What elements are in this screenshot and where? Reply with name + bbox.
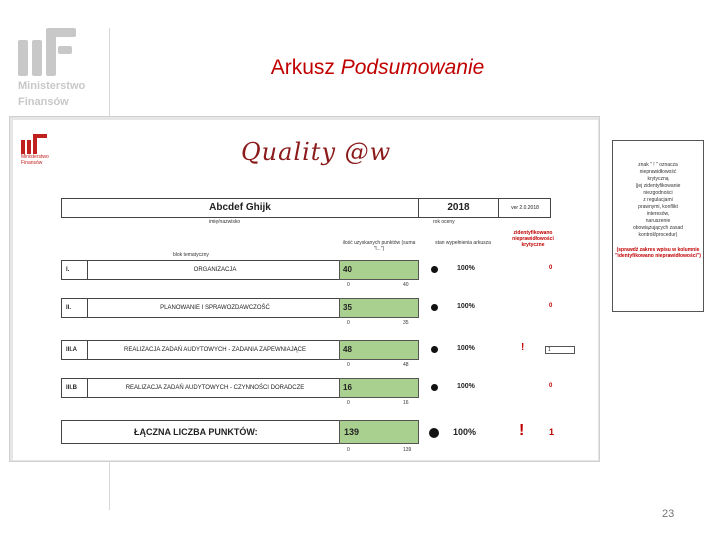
page-number: 23 — [662, 508, 675, 520]
status-dot-icon — [431, 346, 438, 353]
header-box — [61, 198, 551, 218]
table-row — [61, 260, 343, 280]
row-pct: 100% — [457, 265, 475, 272]
status-dot-icon — [431, 384, 438, 391]
row-name: REALIZACJA ZADAŃ AUDYTOWYCH - CZYNNOŚCI DORADCZE — [125, 385, 305, 391]
col-critical-header: zidentyfikowano nieprawidłowości krytyczne — [512, 230, 554, 248]
sheet-logo-line1: Ministerstwo — [21, 154, 49, 160]
legend-line: interesów, — [646, 211, 670, 217]
row-max: 16 — [403, 400, 409, 406]
table-row — [61, 378, 343, 398]
sheet-logo — [21, 134, 51, 166]
status-dot-icon — [431, 304, 438, 311]
col-block-header: blok tematyczny — [173, 252, 209, 258]
legend-line: obowiązujących zasad — [632, 225, 684, 231]
assessment-year[interactable]: 2018 — [419, 199, 499, 217]
legend-line: niezgodności — [643, 190, 673, 196]
auditor-name[interactable]: Abcdef Ghijk — [62, 199, 419, 217]
row-id: III.A — [62, 341, 88, 359]
total-pct: 100% — [453, 427, 477, 437]
row-name: PLANOWANIE I SPRAWOZDAWCZOŚĆ — [160, 305, 270, 311]
total-label: ŁĄCZNA LICZBA PUNKTÓW: — [61, 420, 343, 444]
critical-legend-panel — [612, 140, 704, 312]
slide-title-normal: Arkusz — [270, 56, 341, 79]
row-name: ORGANIZACJA — [193, 267, 237, 273]
version-label: ver 2.0.2018 — [511, 205, 539, 211]
row-score[interactable]: 35 — [339, 298, 419, 318]
table-row — [61, 340, 343, 360]
row-id: III.B — [62, 379, 88, 397]
slide-title — [0, 56, 720, 80]
row-flag[interactable]: 1 — [545, 346, 575, 354]
row-pct: 100% — [457, 383, 475, 390]
legend-line: krytyczną — [647, 176, 669, 182]
row-min: 0 — [347, 362, 350, 368]
row-min: 0 — [347, 400, 350, 406]
row-flag: 0 — [549, 265, 553, 271]
legend-line: nieprawidłowość — [639, 169, 677, 175]
row-pct: 100% — [457, 345, 475, 352]
row-pct: 100% — [457, 303, 475, 310]
status-dot-icon — [431, 266, 438, 273]
row-min: 0 — [347, 320, 350, 326]
slide-title-italic: Podsumowanie — [340, 56, 485, 79]
total-flag: 1 — [549, 427, 555, 437]
sheet-logo-line2: Finansów — [21, 160, 43, 166]
mf-logo-small-icon — [21, 134, 51, 154]
legend-line: kontroli/procedur) — [638, 232, 678, 238]
legend-line: prawnymi, konflikt — [638, 204, 678, 210]
row-score[interactable]: 16 — [339, 378, 419, 398]
row-flag: 0 — [549, 303, 553, 309]
row-score[interactable]: 40 — [339, 260, 419, 280]
logo-text-line2: Finansów — [18, 96, 69, 108]
legend-note: (sprawdź zakres wpisu w kolumnie "identyfikowano nieprawidłowości") — [615, 247, 701, 259]
row-max: 40 — [403, 282, 409, 288]
row-name: REALIZACJA ZADAŃ AUDYTOWYCH - ZADANIA ZAPEWNIAJĄCE — [124, 347, 306, 353]
status-dot-icon — [429, 428, 439, 438]
legend-line: znak " ! " oznacza — [638, 162, 678, 168]
critical-exclamation-icon: ! — [521, 342, 525, 353]
legend-line: (jej zidentyfikowanie — [635, 183, 681, 189]
name-caption: imię/nazwisko — [209, 219, 241, 225]
col-status-header: stan wypełnienia arkusza — [435, 240, 491, 246]
row-flag: 0 — [549, 383, 553, 389]
total-score[interactable]: 139 — [339, 420, 419, 444]
row-max: 35 — [403, 320, 409, 326]
total-max: 139 — [403, 447, 412, 453]
row-min: 0 — [347, 282, 350, 288]
logo-text-line1: Ministerstwo — [18, 80, 86, 92]
quality-title: Quality @w — [241, 138, 392, 166]
year-caption: rok oceny — [433, 219, 455, 225]
row-max: 48 — [403, 362, 409, 368]
row-score[interactable]: 48 — [339, 340, 419, 360]
col-score-header: ilość uzyskanych punktów (suma "l...") — [342, 240, 416, 252]
legend-line: z regulacjami — [643, 197, 673, 203]
row-id: II. — [62, 299, 88, 317]
legend-line: naruszenie — [645, 218, 671, 224]
row-id: I. — [62, 261, 88, 279]
critical-exclamation-icon: ! — [519, 422, 525, 439]
divider-bottom — [109, 462, 110, 510]
table-row — [61, 298, 343, 318]
sheet-screenshot — [9, 116, 600, 462]
total-min: 0 — [347, 447, 350, 453]
